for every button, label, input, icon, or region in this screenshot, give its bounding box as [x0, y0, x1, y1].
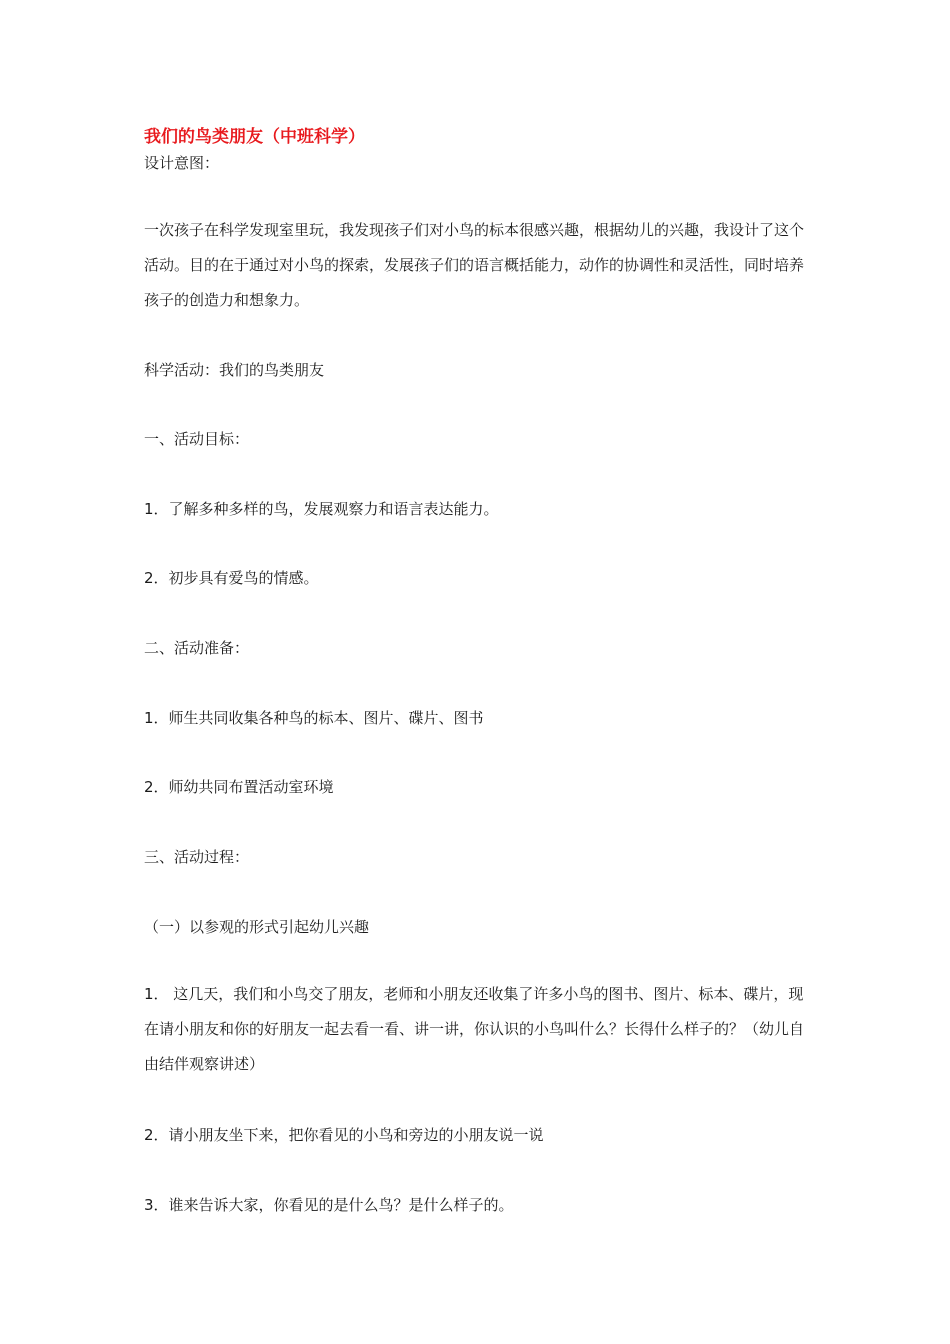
goal-item-2: 2．初步具有爱鸟的情感。 [144, 569, 319, 587]
design-intent-label: 设计意图： [144, 154, 220, 172]
preparation-item-2: 2．师幼共同布置活动室环境 [144, 778, 334, 796]
preparation-heading: 二、活动准备： [144, 639, 250, 657]
process-item-1: 1． 这几天，我们和小鸟交了朋友，老师和小朋友还收集了许多小鸟的图书、图片、标本、碟片，现在请小朋友和你的好朋友一起去看一看、讲一讲，你认识的小鸟叫什么？长得什么样子的？（幼儿自由结伴观察讲述） [144, 985, 805, 1073]
process-item-3: 3．谁来告诉大家，你看见的是什么鸟？是什么样子的。 [144, 1196, 514, 1214]
document-title: 我们的鸟类朋友（中班科学） [144, 127, 365, 147]
activity-name: 科学活动：我们的鸟类朋友 [144, 361, 325, 379]
process-sub-heading: （一）以参观的形式引起幼儿兴趣 [144, 918, 370, 936]
process-heading: 三、活动过程： [144, 848, 250, 866]
preparation-item-1: 1．师生共同收集各种鸟的标本、图片、碟片、图书 [144, 709, 484, 727]
process-item-2: 2．请小朋友坐下来，把你看见的小鸟和旁边的小朋友说一说 [144, 1126, 544, 1144]
goal-item-1: 1．了解多种多样的鸟，发展观察力和语言表达能力。 [144, 500, 499, 518]
goals-heading: 一、活动目标： [144, 430, 250, 448]
intro-paragraph: 一次孩子在科学发现室里玩，我发现孩子们对小鸟的标本很感兴趣，根据幼儿的兴趣，我设计了这个活动。目的在于通过对小鸟的探索，发展孩子们的语言概括能力，动作的协调性和灵活性，同时培养孩子的创造力和想象力。 [144, 221, 805, 309]
